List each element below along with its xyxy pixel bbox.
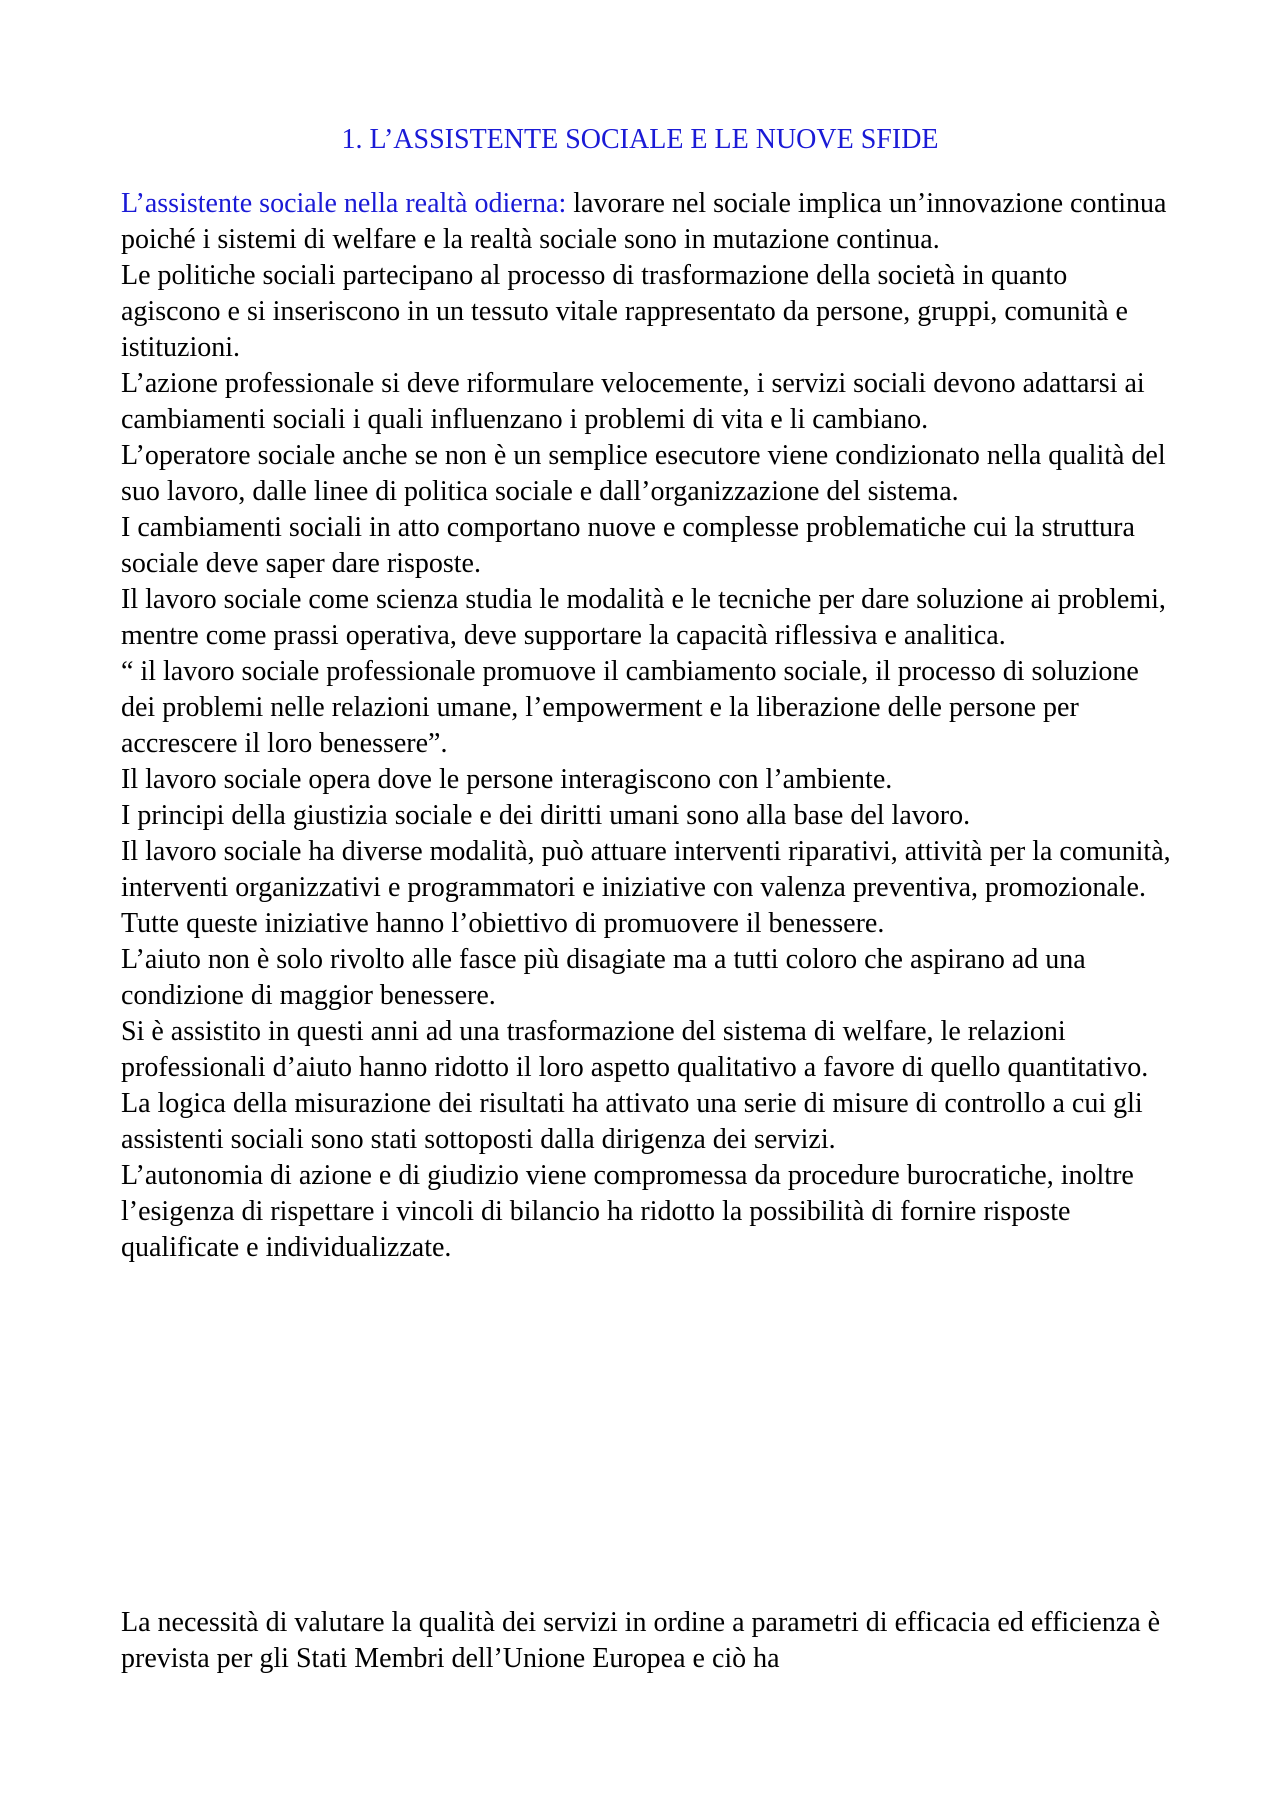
paragraph: I cambiamenti sociali in atto comportano nuove e complesse problematiche cui la struttura sociale deve saper dare risposte. bbox=[121, 512, 1135, 579]
paragraph: Le politiche sociali partecipano al processo di trasformazione della società in quanto agiscono e si inseriscono in un tessuto vitale rappresentato da persone, gruppi, comunità e istituzioni. bbox=[121, 260, 1128, 363]
paragraph: Il lavoro sociale come scienza studia le modalità e le tecniche per dare soluzione ai problemi, mentre come prassi operativa, deve supportare la capacità riflessiva e analitica. bbox=[121, 584, 1166, 651]
section-body bbox=[121, 186, 1171, 1266]
paragraph-quote: “ il lavoro sociale professionale promuove il cambiamento sociale, il processo di soluzione dei problemi nelle relazioni umane, l’empowerment e la liberazione delle persone per accrescere il loro benessere”. bbox=[121, 656, 1139, 759]
paragraph: I principi della giustizia sociale e dei diritti umani sono alla base del lavoro. bbox=[121, 800, 971, 831]
paragraph: La logica della misurazione dei risultati ha attivato una serie di misure di controllo a cui gli assistenti sociali sono stati sottoposti dalla dirigenza dei servizi. bbox=[121, 1088, 1143, 1155]
paragraph: Il lavoro sociale ha diverse modalità, può attuare interventi riparativi, attività per la comunità, interventi organizzativi e programmatori e iniziative con valenza preventiva, promozionale. Tutte queste iniziative hanno l’obiettivo di promuovere il benessere. bbox=[121, 836, 1171, 939]
document-title: 1. L’ASSISTENTE SOCIALE E LE NUOVE SFIDE bbox=[341, 124, 939, 155]
paragraph: Si è assistito in questi anni ad una trasformazione del sistema di welfare, le relazioni professionali d’aiuto hanno ridotto il loro aspetto qualitativo a favore di quello quantitativo. bbox=[121, 1016, 1149, 1083]
lead-phrase: L’assistente sociale nella realtà odierna: bbox=[121, 188, 567, 219]
section-body-continued bbox=[121, 1605, 1171, 1677]
paragraph: L’azione professionale si deve riformulare velocemente, i servizi sociali devono adattarsi ai cambiamenti sociali i quali influenzano i problemi di vita e li cambiano. bbox=[121, 368, 1145, 435]
paragraph: La necessità di valutare la qualità dei servizi in ordine a parametri di efficacia ed efficienza è prevista per gli Stati Membri dell’Unione Europea e ciò ha bbox=[121, 1607, 1161, 1674]
intro-text: lavorare nel sociale implica un’innovazione continua poiché i sistemi di welfare e la realtà sociale sono in mutazione continua. bbox=[121, 188, 1167, 255]
paragraph: Il lavoro sociale opera dove le persone interagiscono con l’ambiente. bbox=[121, 764, 893, 795]
paragraph: L’autonomia di azione e di giudizio viene compromessa da procedure burocratiche, inoltre l’esigenza di rispettare i vincoli di bilancio ha ridotto la possibilità di fornire risposte qualificate e individualizzate. bbox=[121, 1160, 1134, 1263]
paragraph-intro bbox=[121, 186, 1171, 258]
paragraph: L’aiuto non è solo rivolto alle fasce più disagiate ma a tutti coloro che aspirano ad una condizione di maggior benessere. bbox=[121, 944, 1086, 1011]
paragraph: L’operatore sociale anche se non è un semplice esecutore viene condizionato nella qualità del suo lavoro, dalle linee di politica sociale e dall’organizzazione del sistema. bbox=[121, 440, 1166, 507]
